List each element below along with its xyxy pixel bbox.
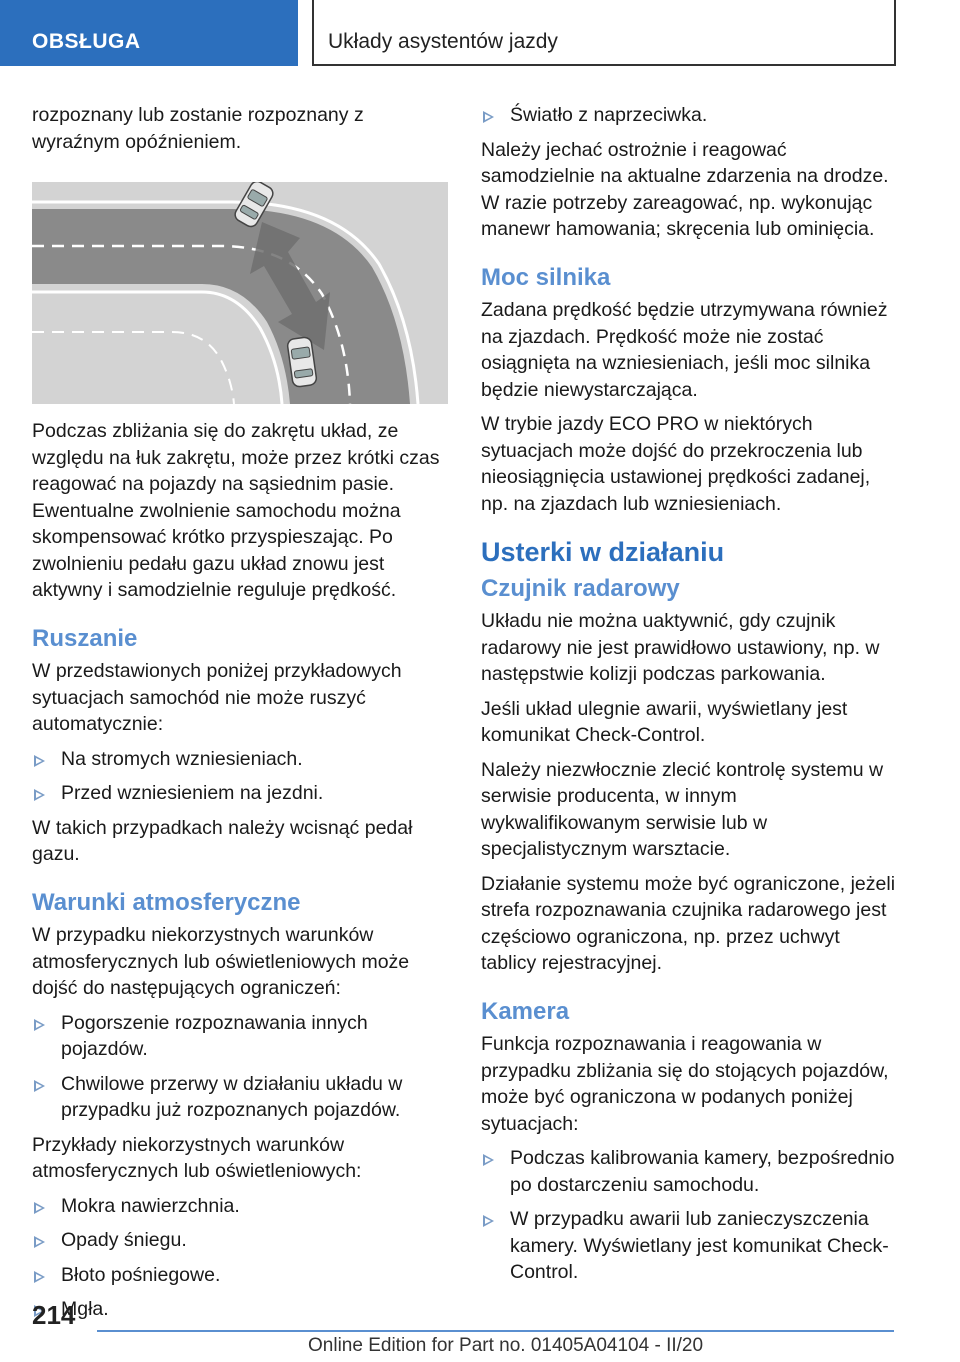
edition-footer: Online Edition for Part no. 01405A04104 - II/20	[308, 1335, 704, 1356]
list-item: Na stromych wzniesieniach.	[32, 746, 448, 773]
czujnik-paragraph-4: Działanie systemu może być ograniczone, jeżeli strefa rozpoznawania czujnika radarowego jest częściowo ograniczona, np. przez uchwyt tablicy rejestracyjnej.	[481, 872, 896, 974]
heading-czujnik: Czujnik radarowy	[481, 574, 680, 602]
kamera-intro: Funkcja rozpoznawania i reagowania w przypadku zbliżania się do stojących pojazdów, może być ograniczona w podanych poniżej sytuacjach:	[481, 1033, 889, 1135]
triangle-bullet-icon	[483, 1215, 494, 1227]
heading-ruszanie: Ruszanie	[32, 624, 138, 652]
warunki-examples-intro: Przykłady niekorzystnych warunków atmosferycznych lub oświetleniowych:	[32, 1133, 362, 1182]
list-item: Opady śniegu.	[32, 1227, 448, 1254]
triangle-bullet-icon	[34, 755, 45, 767]
list-item: Pogorszenie rozpoznawania innych pojazdów.	[32, 1010, 448, 1063]
heading-usterki: Usterki w działaniu	[481, 537, 725, 567]
list-item: Podczas kalibrowania kamery, bezpośrednio po dostarczeniu samochodu.	[481, 1145, 897, 1198]
triangle-bullet-icon	[483, 111, 494, 123]
list-item: W przypadku awarii lub zanieczyszczenia kamery. Wyświetlany jest komunikat Check-Control.	[481, 1206, 897, 1286]
moc-paragraph-1: Zadana prędkość będzie utrzymywana również na zjazdach. Prędkość może nie zostać osiągnięta na wzniesieniach, jeśli moc silnika będzie niewystarczająca.	[481, 299, 888, 401]
page-title: Układy asystentów jazdy	[312, 0, 896, 66]
section-tab: OBSŁUGA	[0, 0, 298, 66]
warunki-intro: W przypadku niekorzystnych warunków atmosferycznych lub oświetleniowych może dojść do następujących ograniczeń:	[32, 924, 410, 999]
moc-paragraph-2: W trybie jazdy ECO PRO w niektórych sytuacjach może dojść do przekroczenia lub nieosiągnięcia ustawionej prędkości zadanej, np. na zjazdach lub wzniesieniach.	[481, 413, 871, 515]
list-item: Mgła.	[32, 1296, 448, 1323]
triangle-bullet-icon	[34, 1019, 45, 1031]
triangle-bullet-icon	[34, 1080, 45, 1092]
czujnik-paragraph-1: Układu nie można uaktywnić, gdy czujnik radarowy nie jest prawidłowo ustawiony, np. w następstwie kolizji podczas parkowania.	[481, 610, 880, 685]
list-item: Światło z naprzeciwka.	[481, 102, 897, 129]
list-item: Błoto pośniegowe.	[32, 1262, 448, 1289]
ruszanie-intro: W przedstawionych poniżej przykładowych sytuacjach samochód nie może ruszyć automatycznie:	[32, 660, 402, 735]
heading-warunki: Warunki atmosferyczne	[32, 888, 301, 916]
curve-illustration	[32, 182, 448, 404]
triangle-bullet-icon	[34, 1202, 45, 1214]
list-item: Mokra nawierzchnia.	[32, 1193, 448, 1220]
caution-paragraph: Należy jechać ostrożnie i reagować samodzielnie na aktualne zdarzenia na drodze. W razie potrzeby zareagować, np. wykonując manewr hamowania; skręcenia lub ominięcia.	[481, 138, 889, 240]
left-column	[32, 102, 448, 1331]
czujnik-paragraph-3: Należy niezwłocznie zlecić kontrolę systemu w serwisie producenta, w innym wykwalifikowanym serwisie lub w specjalistycznym warsztacie.	[481, 758, 884, 860]
ruszanie-outro: W takich przypadkach należy wcisnąć pedał gazu.	[32, 816, 413, 865]
intro-paragraph: rozpoznany lub zostanie rozpoznany z wyraźnym opóźnieniem.	[32, 104, 364, 153]
footer-divider	[97, 1330, 894, 1332]
czujnik-paragraph-2: Jeśli układ ulegnie awarii, wyświetlany jest komunikat Check-Control.	[481, 697, 848, 746]
heading-kamera: Kamera	[481, 997, 570, 1025]
triangle-bullet-icon	[34, 1271, 45, 1283]
triangle-bullet-icon	[34, 789, 45, 801]
page-number: 214	[32, 1300, 76, 1330]
triangle-bullet-icon	[34, 1236, 45, 1248]
right-column	[481, 102, 897, 1294]
heading-moc-silnika: Moc silnika	[481, 263, 611, 291]
list-item: Chwilowe przerwy w działaniu układu w przypadku już rozpoznanych pojazdów.	[32, 1071, 448, 1124]
triangle-bullet-icon	[483, 1154, 494, 1166]
list-item: Przed wzniesieniem na jezdni.	[32, 780, 448, 807]
curve-paragraph: Podczas zbliżania się do zakrętu układ, ze względu na łuk zakrętu, może przez krótki czas reagować na pojazdy na sąsiednim pasie. Ewentualne zwolnienie samochodu można skompensować krótko przyspieszając. Po zwolnieniu pedału gazu układ znowu jest aktywny i samodzielnie reguluje prędkość.	[32, 420, 440, 601]
road-curve-diagram	[32, 182, 448, 404]
